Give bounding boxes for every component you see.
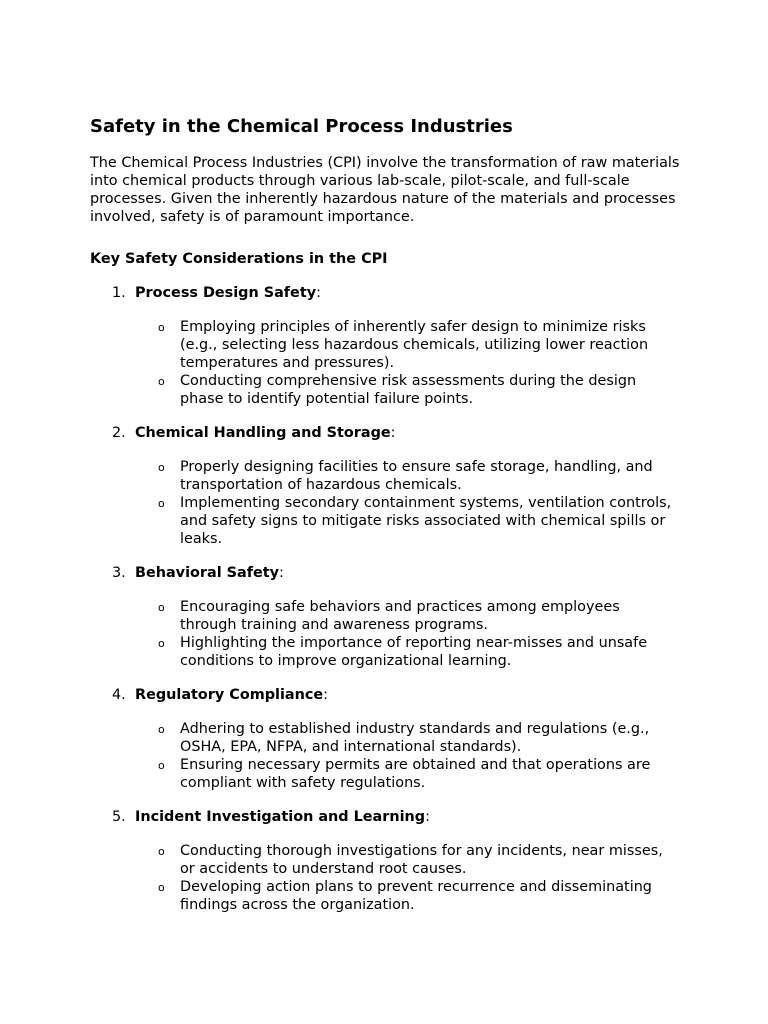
circle-bullet-icon: o <box>158 845 165 858</box>
list-number: 5. <box>112 809 126 825</box>
sub-list-item <box>90 720 680 756</box>
sub-list-item <box>90 634 680 670</box>
sub-list-text: Implementing secondary containment systems, ventilation controls, and safety signs to mitigate risks associated with chemical spills or leaks. <box>180 495 672 547</box>
sub-list <box>90 318 690 408</box>
list-item-title: Process Design Safety <box>135 285 317 301</box>
sub-list <box>90 842 690 914</box>
list-number: 2. <box>112 425 126 441</box>
circle-bullet-icon: o <box>158 461 165 474</box>
title-suffix: : <box>279 565 284 581</box>
list-item-process-design-safety <box>90 284 690 408</box>
circle-bullet-icon: o <box>158 497 165 510</box>
list-item-title: Chemical Handling and Storage <box>135 425 391 441</box>
circle-bullet-icon: o <box>158 601 165 614</box>
sub-list-item <box>90 494 680 548</box>
document-content <box>90 115 690 930</box>
sub-list-item <box>90 842 680 878</box>
circle-bullet-icon: o <box>158 723 165 736</box>
list-number: 4. <box>112 687 126 703</box>
page-title: Safety in the Chemical Process Industries <box>90 116 513 137</box>
list-item-heading <box>90 424 690 442</box>
sub-list-item <box>90 598 680 634</box>
sub-list-text: Encouraging safe behaviors and practices among employees through training and awareness programs. <box>180 599 620 633</box>
title-suffix: : <box>323 687 328 703</box>
list-item-title: Behavioral Safety <box>135 565 279 581</box>
circle-bullet-icon: o <box>158 881 165 894</box>
sub-list-text: Ensuring necessary permits are obtained and that operations are compliant with safety regulations. <box>180 757 651 791</box>
sub-list-item <box>90 878 680 914</box>
list-item-behavioral-safety <box>90 564 690 670</box>
sub-list-item <box>90 318 680 372</box>
circle-bullet-icon: o <box>158 637 165 650</box>
sub-list-text: Adhering to established industry standards and regulations (e.g., OSHA, EPA, NFPA, and international standards). <box>180 721 650 755</box>
list-item-regulatory-compliance <box>90 686 690 792</box>
sub-list <box>90 720 690 792</box>
intro-paragraph: The Chemical Process Industries (CPI) involve the transformation of raw materials into chemical products through various lab-scale, pilot-scale, and full-scale processes. Given the inherently hazardous nature of the materials and processes involved, safety is of paramount importance. <box>90 155 680 225</box>
sub-list-item <box>90 458 680 494</box>
list-item-title: Regulatory Compliance <box>135 687 324 703</box>
circle-bullet-icon: o <box>158 321 165 334</box>
list-item-incident-investigation <box>90 808 690 914</box>
sub-list-text: Highlighting the importance of reporting near-misses and unsafe conditions to improve organizational learning. <box>180 635 648 669</box>
list-number: 1. <box>112 285 126 301</box>
title-suffix: : <box>316 285 321 301</box>
title-suffix: : <box>390 425 396 441</box>
list-item-chemical-handling-storage <box>90 424 690 548</box>
sub-list-text: Properly designing facilities to ensure safe storage, handling, and transportation of hazardous chemicals. <box>180 459 653 493</box>
considerations-list <box>90 284 690 914</box>
sub-list-text: Conducting thorough investigations for any incidents, near misses, or accidents to understand root causes. <box>180 843 663 877</box>
sub-list-item <box>90 756 680 792</box>
sub-list-text: Conducting comprehensive risk assessments during the design phase to identify potential failure points. <box>180 373 637 407</box>
sub-list <box>90 458 690 548</box>
list-item-heading <box>90 564 690 582</box>
sub-list-text: Developing action plans to prevent recurrence and disseminating findings across the organization. <box>180 879 652 913</box>
sub-list-item <box>90 372 680 408</box>
list-item-heading <box>90 808 690 826</box>
sub-list <box>90 598 690 670</box>
list-item-heading <box>90 284 690 302</box>
sub-list-text: Employing principles of inherently safer design to minimize risks (e.g., selecting less hazardous chemicals, utilizing lower reaction temperatures and pressures). <box>180 319 649 371</box>
circle-bullet-icon: o <box>158 759 165 772</box>
list-number: 3. <box>112 565 126 581</box>
list-item-heading <box>90 686 690 704</box>
list-item-title: Incident Investigation and Learning <box>135 809 426 825</box>
section-heading: Key Safety Considerations in the CPI <box>90 251 388 267</box>
title-suffix: : <box>425 809 430 825</box>
circle-bullet-icon: o <box>158 375 165 388</box>
